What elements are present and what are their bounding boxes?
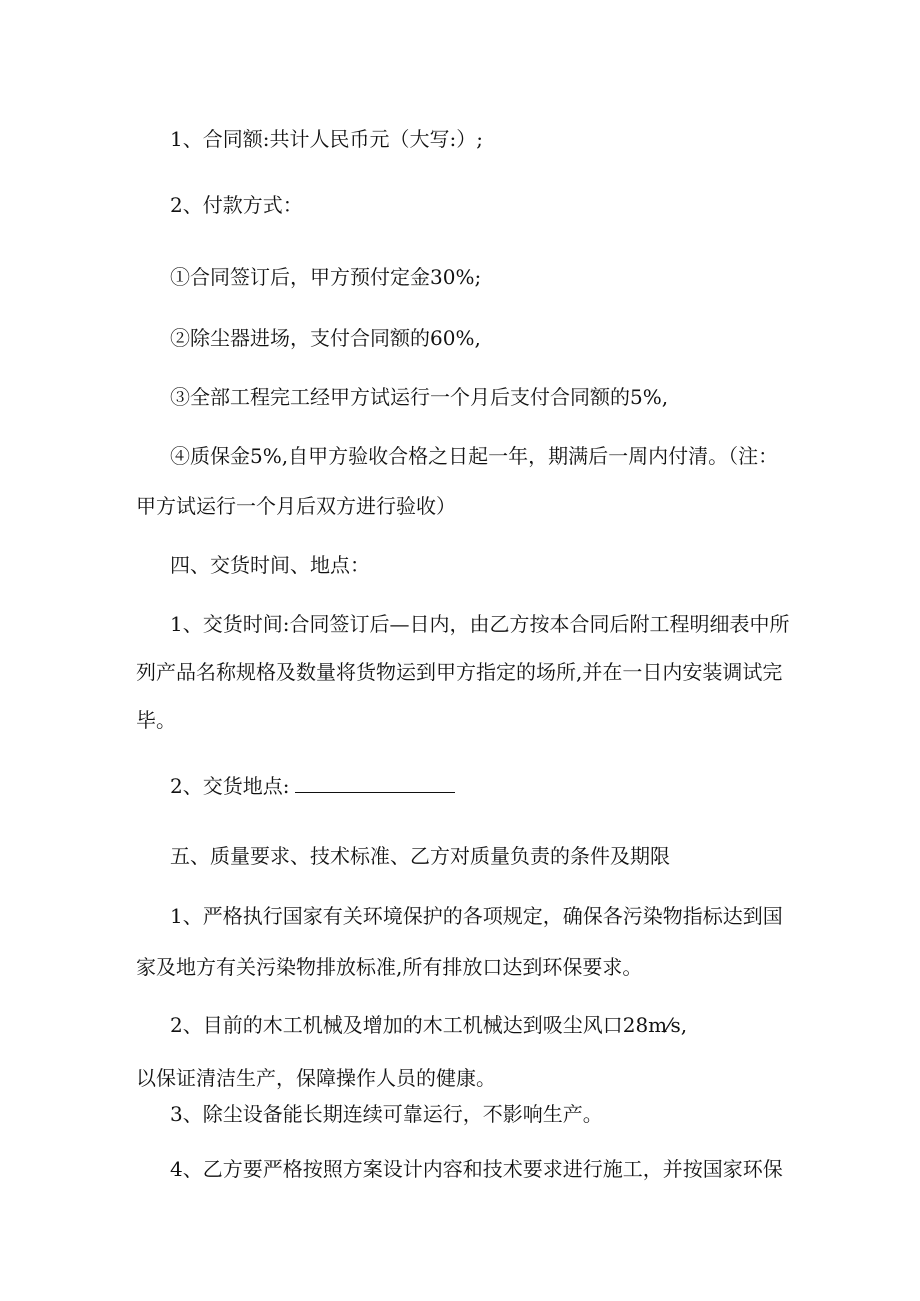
quality-item-4: 4、乙方要严格按照方案设计内容和技术要求进行施工，并按国家环保 — [170, 1157, 783, 1181]
payment-item-2: ②除尘器进场，支付合同额的60%, — [170, 326, 481, 350]
payment-item-1: ①合同签订后，甲方预付定金30%; — [170, 265, 482, 289]
delivery-time-line: 1、交货时间:合同签订后—日内，由乙方按本合同后附工程明细表中所 — [170, 612, 790, 636]
delivery-place-label: 2、交货地点: — [170, 774, 290, 798]
payment-item-4: ④质保金5%,自甲方验收合格之日起一年，期满后一周内付清。（注： — [170, 444, 779, 468]
payment-item-3: ③全部工程完工经甲方试运行一个月后支付合同额的5%, — [170, 385, 669, 409]
payment-method-heading: 2、付款方式： — [170, 193, 303, 217]
delivery-place-line — [170, 774, 455, 798]
section-five-heading: 五、质量要求、技术标准、乙方对质量负责的条件及期限 — [170, 844, 670, 868]
quality-item-3: 3、除尘设备能长期连续可靠运行，不影响生产。 — [170, 1102, 603, 1126]
quality-item-2: 2、目前的木工机械及增加的木工机械达到吸尘风口28m⁄s, — [170, 1013, 688, 1037]
quality-item-1-continued: 家及地方有关污染物排放标准,所有排放口达到环保要求。 — [136, 955, 643, 979]
delivery-time-continued-2: 毕。 — [136, 708, 176, 732]
quality-item-1: 1、严格执行国家有关环境保护的各项规定，确保各污染物指标达到国 — [170, 904, 783, 928]
delivery-place-blank — [295, 774, 455, 793]
contract-amount-line: 1、合同额:共计人民币元（大写:）; — [170, 127, 483, 151]
quality-item-2-continued: 以保证清洁生产，保障操作人员的健康。 — [136, 1066, 496, 1090]
section-four-heading: 四、交货时间、地点： — [170, 553, 370, 577]
payment-item-4-continued: 甲方试运行一个月后双方进行验收） — [136, 494, 456, 518]
delivery-time-continued-1: 列产品名称规格及数量将货物运到甲方指定的场所,并在一日内安装调试完 — [136, 660, 783, 684]
